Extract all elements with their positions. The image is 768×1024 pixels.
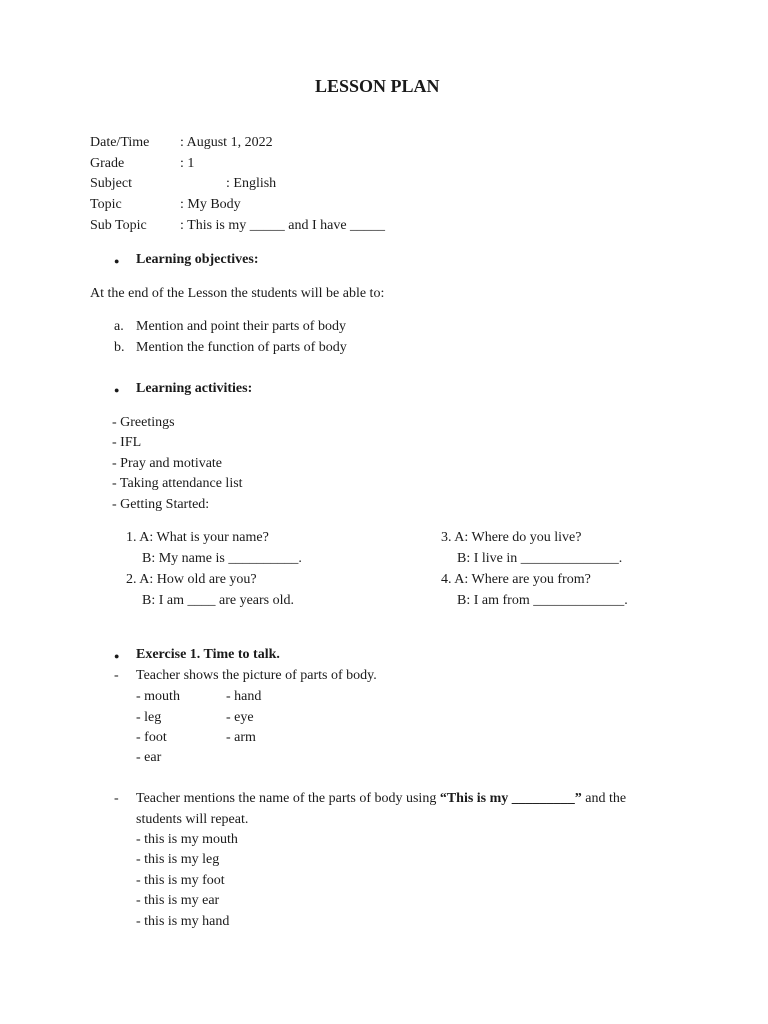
dialog-question: 2. A: How old are you? — [126, 572, 257, 587]
phrase-item: - this is my ear — [136, 893, 220, 908]
activity-item: - Pray and motivate — [112, 456, 223, 471]
objective-marker: a. — [114, 319, 124, 334]
phrase-item: - this is my foot — [136, 873, 225, 888]
bullet-icon: ● — [114, 385, 120, 395]
objectives-intro: At the end of the Lesson the students will be able to: — [90, 286, 385, 301]
objectives-heading: Learning objectives: — [136, 252, 259, 267]
dialog-answer: B: I am ____ are years old. — [142, 593, 295, 608]
body-part-item: - arm — [226, 730, 256, 745]
bullet-icon: ● — [114, 256, 120, 266]
activity-item: - IFL — [112, 435, 142, 450]
subject-value: : English — [226, 176, 277, 191]
body-part-item: - leg — [136, 710, 162, 725]
objective-text: Mention the function of parts of body — [136, 340, 347, 355]
page-title: LESSON PLAN — [315, 76, 440, 96]
dialog-question: 3. A: Where do you live? — [441, 530, 582, 545]
activity-item: - Greetings — [112, 415, 175, 430]
body-part-item: - hand — [226, 689, 262, 704]
bullet-icon: ● — [114, 651, 120, 661]
dash-marker: - — [114, 791, 119, 806]
dialog-answer: B: I am from _____________. — [457, 593, 628, 608]
objective-marker: b. — [114, 340, 125, 355]
topic-label: Topic — [90, 197, 122, 212]
body-part-item: - foot — [136, 730, 167, 745]
step-2-phrase: “This is my _________” — [439, 791, 582, 806]
activity-item: - Getting Started: — [112, 497, 210, 512]
grade-value: : 1 — [180, 156, 195, 171]
exercise-step-1: Teacher shows the picture of parts of body. — [136, 668, 377, 683]
objective-text: Mention and point their parts of body — [136, 319, 346, 334]
dialog-question: 4. A: Where are you from? — [441, 572, 591, 587]
body-part-item: - ear — [136, 750, 162, 765]
exercise-step-2 — [136, 791, 626, 807]
topic-value: : My Body — [180, 197, 241, 212]
step-2-text-start: Teacher mentions the name of the parts of body using — [136, 791, 440, 806]
subject-label: Subject — [90, 176, 132, 191]
step-2-text-end: and the — [581, 791, 627, 806]
dialog-answer: B: I live in ______________. — [457, 551, 623, 566]
activities-heading: Learning activities: — [136, 381, 253, 396]
activity-item: - Taking attendance list — [112, 476, 243, 491]
date-value: : August 1, 2022 — [180, 135, 273, 150]
date-label: Date/Time — [90, 135, 150, 150]
grade-label: Grade — [90, 156, 125, 171]
subtopic-label: Sub Topic — [90, 218, 147, 233]
body-part-item: - mouth — [136, 689, 180, 704]
dialog-answer: B: My name is __________. — [142, 551, 302, 566]
exercise-heading: Exercise 1. Time to talk. — [136, 647, 280, 662]
body-part-item: - eye — [226, 710, 254, 725]
phrase-item: - this is my leg — [136, 852, 220, 867]
dash-marker: - — [114, 668, 119, 683]
subtopic-value: : This is my _____ and I have _____ — [180, 218, 386, 233]
exercise-step-2-cont: students will repeat. — [136, 812, 249, 827]
dialog-question: 1. A: What is your name? — [126, 530, 269, 545]
phrase-item: - this is my hand — [136, 914, 230, 929]
phrase-item: - this is my mouth — [136, 832, 238, 847]
